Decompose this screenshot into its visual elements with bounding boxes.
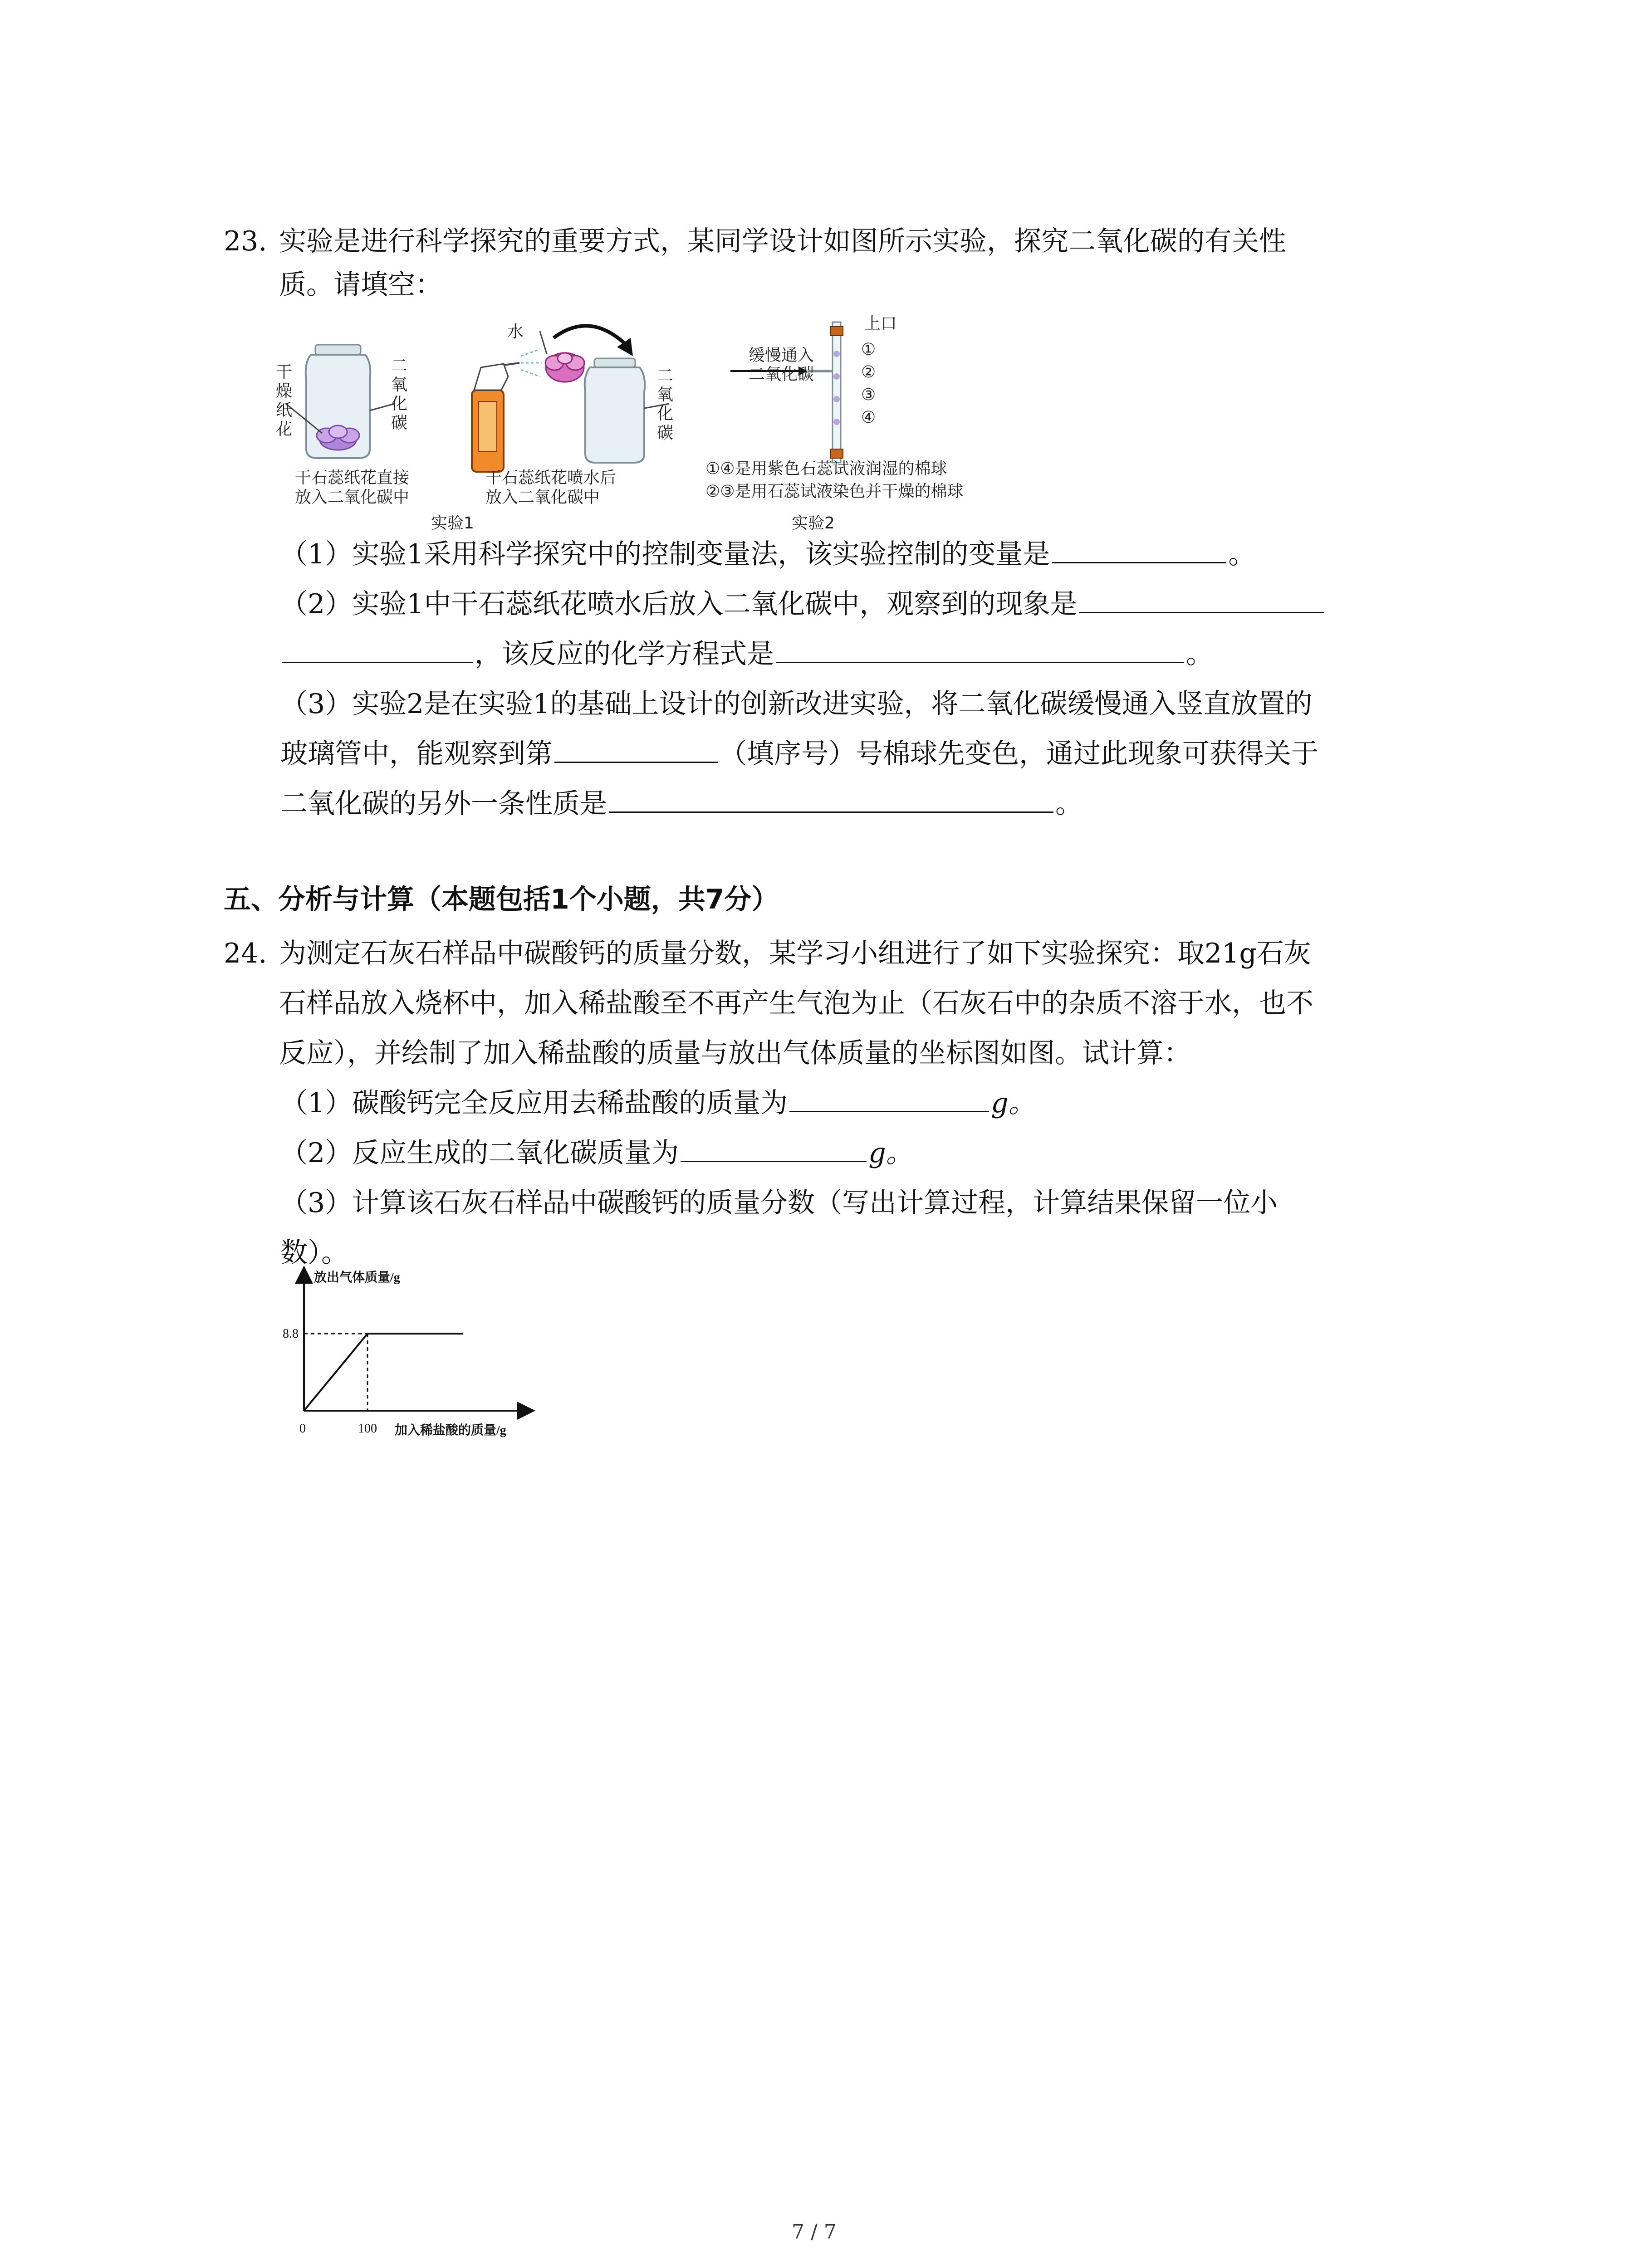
exp1-title: 实验1 xyxy=(431,514,474,533)
exp1-co2-label-2: 二氧化碳 xyxy=(657,367,674,442)
q23-stem-line1: 实验是进行科学探究的重要方式，某同学设计如图所示实验，探究二氧化碳的有关性 xyxy=(279,225,1286,257)
q23-stem-line2: 质。请填空： xyxy=(279,269,442,301)
exp1-caption-a-line1: 干石蕊纸花直接 xyxy=(295,469,410,487)
q23-number: 23. xyxy=(224,225,267,257)
q24-part1 xyxy=(280,1079,1036,1128)
chart-x-label: 加入稀盐酸的质量/g xyxy=(395,1423,506,1437)
q24-part3-line1: （3）计算该石灰石样品中碳酸钙的质量分数（写出计算过程，计算结果保留一位小 xyxy=(280,1187,1278,1219)
q23-part1 xyxy=(280,530,1255,579)
exp2-note-1: ①④是用紫色石蕊试液润湿的棉球 xyxy=(705,459,947,478)
q24-stem-line2: 石样品放入烧杯中，加入稀盐酸至不再产生气泡为止（石灰石中的杂质不溶于水，也不 xyxy=(279,987,1313,1019)
q23-part3-line1: （3）实验2是在实验1的基础上设计的创新改进实验，将二氧化碳缓慢通入竖直放置的 xyxy=(280,688,1313,720)
q23-part2-text: （2）实验1中干石蕊纸花喷水后放入二氧化碳中，观察到的现象是 xyxy=(280,588,1078,620)
q23-part2-blank-b[interactable] xyxy=(282,635,473,663)
q24-part2 xyxy=(280,1129,913,1178)
section-5-title: 五、分析与计算（本题包括1个小题，共7分） xyxy=(224,884,779,915)
q24-number: 24. xyxy=(224,938,267,969)
exp2-mark-2: ② xyxy=(861,363,876,381)
q24-stem-line1: 为测定石灰石样品中碳酸钙的质量分数，某学习小组进行了如下实验探究：取21g石灰 xyxy=(279,938,1311,969)
q24-part3-line2: 数）。 xyxy=(280,1237,348,1269)
exp1-caption-b-line1: 干石蕊纸花喷水后 xyxy=(485,469,617,487)
exp1-water-label: 水 xyxy=(507,323,524,341)
exp2-inlet-line2: 二氧化碳 xyxy=(749,365,814,384)
q24-part1-unit: g。 xyxy=(991,1087,1036,1119)
exp1-caption-b-line2: 放入二氧化碳中 xyxy=(485,488,600,507)
exp2-mark-3: ③ xyxy=(861,386,876,404)
q24-part2-blank[interactable] xyxy=(681,1134,867,1162)
q23-part2-blank-a[interactable] xyxy=(1079,585,1324,613)
jar-1 xyxy=(286,345,395,458)
q23-part3-text-c: 二氧化碳的另外一条性质是 xyxy=(280,788,607,820)
q24-part1-blank[interactable] xyxy=(789,1084,989,1112)
exp1-dry-flower-label: 干燥纸花 xyxy=(276,363,293,439)
q23-part3-line3 xyxy=(280,779,1083,828)
chart-y-tick-8-8: 8.8 xyxy=(283,1327,299,1341)
spray-bottle xyxy=(472,349,542,472)
q23-part3-end: 。 xyxy=(1055,788,1083,820)
exp2-title: 实验2 xyxy=(792,514,835,533)
q23-part1-blank[interactable] xyxy=(1052,535,1226,563)
q24-stem-line3: 反应），并绘制了加入稀盐酸的质量与放出气体质量的坐标图如图。试计算： xyxy=(279,1037,1191,1069)
chart-origin-label: 0 xyxy=(299,1422,306,1436)
chart-x-tick-100: 100 xyxy=(358,1422,377,1436)
q24-part1-text: （1）碳酸钙完全反应用去稀盐酸的质量为 xyxy=(280,1087,788,1119)
exp1-co2-label-1: 二氧化碳 xyxy=(391,357,408,432)
q23-part2-line1 xyxy=(280,580,1326,629)
q23-part2-end: 。 xyxy=(1186,638,1213,670)
q23-part3-text-b: （填序号）号棉球先变色，通过此现象可获得关于 xyxy=(720,738,1318,770)
exp2-note-2: ②③是用石蕊试液染色并干燥的棉球 xyxy=(705,482,964,501)
q23-part3-blank-a[interactable] xyxy=(554,734,718,763)
q23-part3-blank-b[interactable] xyxy=(609,784,1053,813)
exp1-caption-a-line2: 放入二氧化碳中 xyxy=(295,488,410,507)
q23-part2-equation-blank[interactable] xyxy=(776,635,1184,663)
exp2-top-label: 上口 xyxy=(864,314,897,333)
q24-part2-text: （2）反应生成的二氧化碳质量为 xyxy=(280,1137,679,1169)
exp2-inlet-line1: 缓慢通入 xyxy=(749,346,814,365)
page-number: 7 / 7 xyxy=(792,2220,837,2244)
flower-2 xyxy=(540,331,584,382)
chart-y-label: 放出气体质量/g xyxy=(314,1271,400,1285)
exp2-mark-4: ④ xyxy=(861,408,876,427)
q23-part2-mid: ，该反应的化学方程式是 xyxy=(475,638,774,670)
exp2-mark-1: ① xyxy=(861,340,876,359)
q23-part1-text: （1）实验1采用科学探究中的控制变量法，该实验控制的变量是 xyxy=(280,538,1050,570)
gas-mass-chart xyxy=(272,1266,590,1449)
q23-part1-end: 。 xyxy=(1228,538,1256,570)
gas-mass-series-line xyxy=(304,1334,463,1411)
chart-svg xyxy=(272,1266,590,1447)
curved-arrow-icon xyxy=(554,326,626,345)
q23-part2-line2 xyxy=(280,630,1213,679)
q23-part3-text-a: 玻璃管中，能观察到第 xyxy=(280,738,553,770)
q23-part3-line2 xyxy=(280,729,1318,778)
q24-part2-unit: g。 xyxy=(868,1137,913,1169)
